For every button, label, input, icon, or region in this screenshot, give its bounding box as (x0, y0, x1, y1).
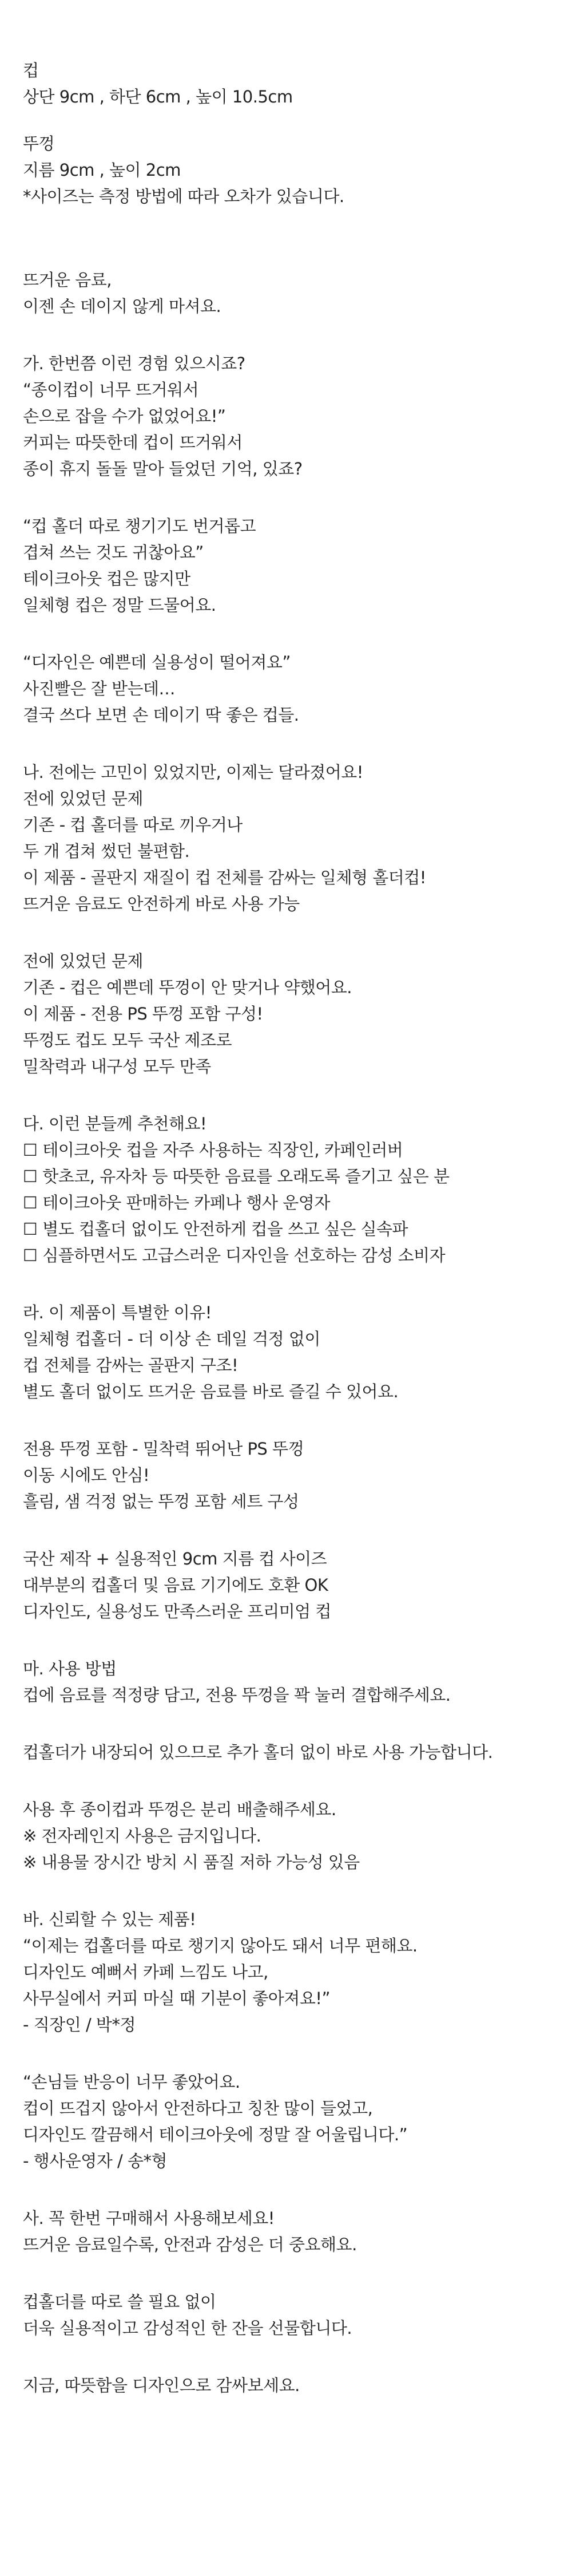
gift-paragraph (23, 2289, 549, 2341)
cup-size-spec (23, 57, 549, 110)
lid-feature-paragraph (23, 1436, 549, 1515)
text-line: 기존 - 컵 홀더를 따로 끼우거나 (23, 815, 243, 835)
cup-spec-dimensions: 상단 9cm , 하단 6cm , 높이 10.5cm (23, 87, 293, 106)
warning-line: ※ 내용물 장시간 방치 시 품질 저하 가능성 있음 (23, 1852, 360, 1872)
text-line: 종이 휴지 돌돌 말아 들었던 기억, 있죠? (23, 459, 303, 479)
section-ma-usage (23, 1656, 549, 1708)
intro-paragraph (23, 267, 549, 319)
text-line: 테이크아웃 컵은 많지만 (23, 569, 190, 588)
section-na-improvement (23, 759, 549, 917)
section-heading: 다. 이런 분들께 추천해요! (23, 1114, 207, 1133)
text-line: 밀착력과 내구성 모두 만족 (23, 1057, 211, 1076)
text-line: “컵 홀더 따로 챙기기도 번거롭고 (23, 516, 256, 536)
holder-builtin-paragraph (23, 1739, 549, 1765)
text-line: 사진빨은 잘 받는데… (23, 679, 176, 698)
section-heading: 나. 전에는 고민이 있었지만, 이제는 달라졌어요! (23, 762, 363, 782)
text-line: 전용 뚜껑 포함 - 밀착력 뛰어난 PS 뚜껑 (23, 1439, 304, 1459)
disposal-notice-paragraph (23, 1796, 549, 1875)
text-line: 일체형 컵홀더 - 더 이상 손 데일 걱정 없이 (23, 1329, 320, 1349)
review-line: “이제는 컵홀더를 따로 챙기지 않아도 돼서 너무 편해요. (23, 1936, 418, 1955)
text-line: 컵 전체를 감싸는 골판지 구조! (23, 1356, 239, 1375)
review-line: 디자인도 예뻐서 카페 느낌도 나고, (23, 1962, 268, 1982)
section-heading: 가. 한번쯤 이런 경험 있으시죠? (23, 354, 245, 373)
warning-line: ※ 전자레인지 사용은 금지입니다. (23, 1826, 261, 1846)
review-line: 디자인도 깔끔해서 테이크아웃에 정말 잘 어울립니다.” (23, 2125, 408, 2144)
text-line: 겹쳐 쓰는 것도 귀찮아요” (23, 543, 204, 562)
cup-spec-title: 컵 (23, 61, 39, 80)
text-line: 뜨거운 음료일수록, 안전과 감성은 더 중요해요. (23, 2235, 357, 2254)
text-line: 두 개 겹쳐 썼던 불편함. (23, 841, 190, 861)
text-line: 국산 제작 + 실용적인 9cm 지름 컵 사이즈 (23, 1549, 327, 1568)
text-line: 뜨거운 음료도 안전하게 바로 사용 가능 (23, 894, 300, 914)
lid-problem-paragraph (23, 948, 549, 1080)
design-complaint-paragraph (23, 649, 549, 728)
size-note: *사이즈는 측정 방법에 따라 오차가 있습니다. (23, 187, 344, 206)
text-line: 뚜껑도 컵도 모두 국산 제조로 (23, 1030, 232, 1050)
review-event-operator (23, 2069, 549, 2174)
review-line: 컵이 뜨겁지 않아서 안전하다고 칭찬 많이 들었고, (23, 2099, 373, 2118)
section-heading: 사. 꼭 한번 구매해서 사용해보세요! (23, 2208, 275, 2228)
review-author: - 행사운영자 / 송*형 (23, 2151, 167, 2171)
section-heading: 라. 이 제품이 특별한 이유! (23, 1303, 212, 1322)
section-ra-special (23, 1299, 549, 1405)
text-line: 전에 있었던 문제 (23, 789, 144, 808)
text-line: 이젠 손 데이지 않게 마셔요. (23, 297, 221, 316)
review-author: - 직장인 / 박*정 (23, 2015, 136, 2034)
text-line: 컵홀더를 따로 쓸 필요 없이 (23, 2292, 216, 2312)
review-line: 사무실에서 커피 마실 때 기분이 좋아져요!” (23, 1989, 330, 2008)
text-line: 더욱 실용적이고 감성적인 한 잔을 선물합니다. (23, 2318, 352, 2338)
checklist-item: ☐ 별도 컵홀더 없이도 안전하게 컵을 쓰고 싶은 실속파 (23, 1219, 408, 1239)
checklist-item: ☐ 테이크아웃 판매하는 카페나 행사 운영자 (23, 1193, 330, 1212)
lid-spec-title: 뚜껑 (23, 134, 55, 153)
text-line: 별도 홀더 없이도 뜨거운 음료를 바로 즐길 수 있어요. (23, 1382, 399, 1401)
checklist-item: ☐ 핫초코, 유자차 등 따뜻한 음료를 오래도록 즐기고 싶은 분 (23, 1167, 450, 1186)
section-ga-experience (23, 350, 549, 482)
section-heading: 바. 신뢰할 수 있는 제품! (23, 1910, 196, 1929)
text-line: 이 제품 - 골판지 재질이 컵 전체를 감싸는 일체형 홀더컵! (23, 868, 426, 887)
section-ba-review-office (23, 1906, 549, 2038)
text-line: 이동 시에도 안심! (23, 1465, 150, 1485)
lid-spec-dimensions: 지름 9cm , 높이 2cm (23, 160, 181, 180)
checklist-item: ☐ 테이크아웃 컵을 자주 사용하는 직장인, 카페인러버 (23, 1140, 403, 1160)
text-line: “디자인은 예쁜데 실용성이 떨어져요” (23, 653, 291, 672)
text-line: 디자인도, 실용성도 만족스러운 프리미엄 컵 (23, 1602, 331, 1621)
review-line: “손님들 반응이 너무 좋았어요. (23, 2072, 240, 2092)
section-heading: 마. 사용 방법 (23, 1659, 117, 1678)
text-line: 흘림, 샘 걱정 없는 뚜껑 포함 세트 구성 (23, 1492, 299, 1511)
holder-complaint-paragraph (23, 513, 549, 618)
text-line: 결국 쓰다 보면 손 데이기 딱 좋은 컵들. (23, 705, 299, 725)
text-line: 기존 - 컵은 예쁜데 뚜껑이 안 맞거나 약했어요. (23, 978, 352, 997)
section-da-recommendation (23, 1111, 549, 1269)
text-line: 대부분의 컵홀더 및 음료 기기에도 호환 OK (23, 1575, 328, 1595)
lid-size-spec (23, 131, 549, 210)
closing-tagline (23, 2372, 549, 2399)
text-line: “종이컵이 너무 뜨거워서 (23, 380, 199, 400)
domestic-feature-paragraph (23, 1546, 549, 1625)
text-line: 컵에 음료를 적정량 담고, 전용 뚜껑을 꽉 눌러 결합해주세요. (23, 1685, 451, 1705)
text-line: 일체형 컵은 정말 드물어요. (23, 595, 216, 615)
section-sa-closing (23, 2205, 549, 2258)
text-line: 커피는 따뜻한데 컵이 뜨거워서 (23, 433, 243, 452)
text-line: 뜨거운 음료, (23, 270, 112, 290)
checklist-item: ☐ 심플하면서도 고급스러운 디자인을 선호하는 감성 소비자 (23, 1246, 446, 1265)
text-line: 컵홀더가 내장되어 있으므로 추가 홀더 없이 바로 사용 가능합니다. (23, 1743, 493, 1762)
text-line: 사용 후 종이컵과 뚜껑은 분리 배출해주세요. (23, 1800, 336, 1819)
text-line: 손으로 잡을 수가 없었어요!” (23, 406, 226, 426)
text-line: 이 제품 - 전용 PS 뚜껑 포함 구성! (23, 1004, 263, 1024)
text-line: 전에 있었던 문제 (23, 951, 144, 971)
text-line: 지금, 따뜻함을 디자인으로 감싸보세요. (23, 2376, 300, 2395)
